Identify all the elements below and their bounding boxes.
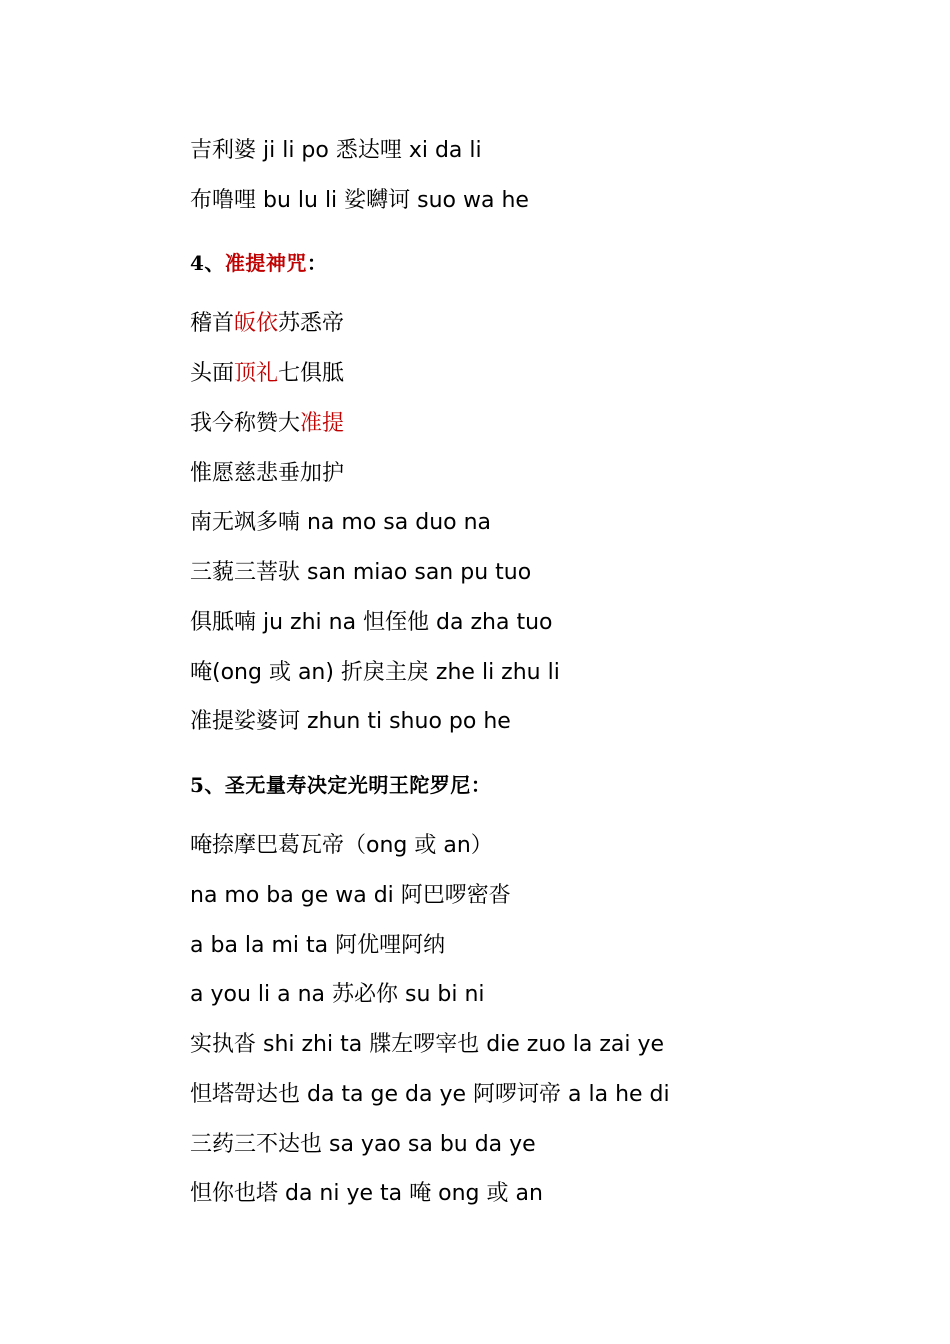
text-segment: 我今称赞大 [190, 411, 301, 436]
text-line [190, 980, 485, 1010]
text-segment-highlight: 准提神咒 [224, 251, 307, 275]
text-line [190, 1179, 543, 1209]
text-segment: 稽首 [190, 311, 235, 336]
text-line [190, 1080, 670, 1110]
text-segment: 实执沓 shi zhi ta 牒左啰宰也 die zuo la zai ye [190, 1032, 665, 1057]
text-segment: na mo ba ge wa di 阿巴啰密沓 [190, 883, 511, 908]
text-line [190, 459, 344, 489]
text-segment: 唵捺摩巴葛瓦帝（ong 或 an） [190, 833, 493, 858]
text-segment: a ba la mi ta 阿优哩阿纳 [190, 933, 446, 958]
text-line [190, 558, 531, 588]
text-segment: 布噜哩 bu lu li 娑嚩诃 suo wa he [190, 188, 529, 213]
text-line [190, 309, 344, 339]
text-line [190, 831, 493, 861]
text-line [190, 1130, 536, 1160]
text-segment: 惟愿慈悲垂加护 [190, 461, 345, 486]
text-segment: a you li a na 苏必你 su bi ni [190, 982, 485, 1007]
text-line [190, 931, 445, 961]
text-segment: 5、圣无量寿决定光明王陀罗尼： [190, 773, 492, 797]
text-line [190, 608, 553, 638]
text-segment-highlight: 顶礼 [234, 361, 279, 386]
text-line [190, 1030, 664, 1060]
text-segment: 4、 [190, 251, 225, 275]
text-segment: 三药三不达也 sa yao sa bu da ye [190, 1132, 536, 1157]
text-segment: 怛你也塔 da ni ye ta 唵 ong 或 an [190, 1181, 543, 1206]
text-segment: 俱胝喃 ju zhi na 怛侄他 da zha tuo [190, 610, 553, 635]
section-heading [190, 770, 491, 800]
text-line [190, 359, 344, 389]
text-segment-highlight: 皈依 [234, 311, 279, 336]
text-segment: 三藐三菩驮 san miao san pu tuo [190, 560, 532, 585]
text-line [190, 508, 491, 538]
text-segment: ： [306, 251, 328, 275]
text-line [190, 881, 511, 911]
text-segment: 南无飒多喃 na mo sa duo na [190, 510, 492, 535]
section-heading [190, 248, 327, 278]
text-segment: 准提娑婆诃 zhun ti shuo po he [190, 709, 511, 734]
text-segment: 唵(ong 或 an) 折戾主戾 zhe li zhu li [190, 660, 560, 685]
text-segment-highlight: 准提 [300, 411, 345, 436]
text-segment: 头面 [190, 361, 235, 386]
text-segment: 七俱胝 [278, 361, 345, 386]
text-segment: 怛塔哿达也 da ta ge da ye 阿啰诃帝 a la he di [190, 1082, 670, 1107]
text-line [190, 186, 529, 216]
text-line [190, 409, 344, 439]
text-line [190, 658, 560, 688]
text-segment: 苏悉帝 [278, 311, 345, 336]
text-line [190, 136, 482, 166]
text-line [190, 707, 511, 737]
text-segment: 吉利婆 ji li po 悉达哩 xi da li [190, 138, 482, 163]
